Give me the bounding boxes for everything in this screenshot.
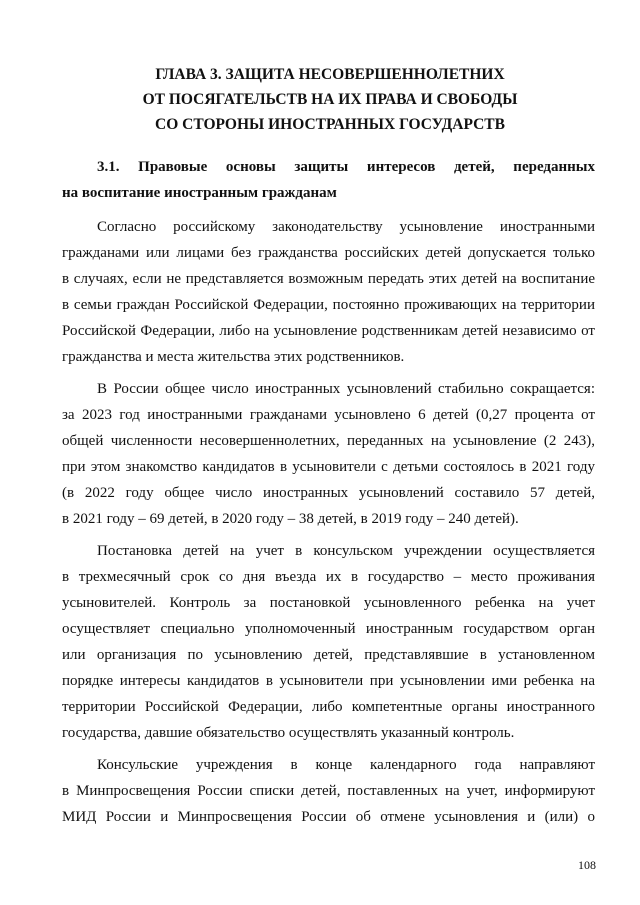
paragraph-line: в Минпросвещения России списки детей, поставленных на учет, информируют	[62, 783, 595, 799]
paragraph-line: гражданства и места жительства этих родственников.	[62, 349, 405, 365]
paragraph-line: (в 2022 году общее число иностранных усыновлений составило 57 детей,	[62, 485, 595, 501]
paragraph-line: усыновителей. Контроль за постановкой усыновленного ребенка на учет	[62, 595, 595, 611]
paragraph-line: государства, давшие обязательство осуществлять указанный контроль.	[62, 725, 515, 741]
paragraph-line: порядке интересы кандидатов в усыновители при усыновлении ими ребенка на	[62, 673, 595, 689]
section-title-line: на воспитание иностранным гражданам	[62, 185, 337, 201]
paragraph-line: В России общее число иностранных усыновлений стабильно сокращается:	[97, 381, 595, 397]
paragraph-line: при этом знакомство кандидатов в усыновители с детьми состоялось в 2021 году	[62, 459, 595, 475]
paragraph-line: за 2023 год иностранными гражданами усыновлено 6 детей (0,27 процента от	[62, 407, 595, 423]
paragraph-line: или организация по усыновлению детей, представлявшие в установленном	[62, 647, 595, 663]
paragraph-line: территории Российской Федерации, либо компетентные органы иностранного	[62, 699, 595, 715]
paragraph-line: Постановка детей на учет в консульском учреждении осуществляется	[97, 543, 595, 559]
chapter-title-line: ГЛАВА 3. ЗАЩИТА НЕСОВЕРШЕННОЛЕТНИХ	[155, 66, 505, 83]
paragraph-line: МИД России и Минпросвещения России об отмене усыновления и (или) о	[62, 809, 595, 825]
paragraph-line: Российской Федерации, либо на усыновление родственникам детей независимо от	[62, 323, 595, 339]
paragraph-line: осуществляет специально уполномоченный иностранным государством орган	[62, 621, 595, 637]
paragraph-line: в трехмесячный срок со дня въезда их в государство – место проживания	[62, 569, 595, 585]
paragraph-line: Консульские учреждения в конце календарного года направляют	[97, 757, 595, 773]
paragraph-line: общей численности несовершеннолетних, переданных на усыновление (2 243),	[62, 433, 595, 449]
chapter-title-line: СО СТОРОНЫ ИНОСТРАННЫХ ГОСУДАРСТВ	[155, 116, 505, 133]
chapter-title-line: ОТ ПОСЯГАТЕЛЬСТВ НА ИХ ПРАВА И СВОБОДЫ	[142, 91, 518, 108]
paragraph-line: гражданами или лицами без гражданства российских детей допускается только	[62, 245, 595, 261]
paragraph-line: в 2021 году – 69 детей, в 2020 году – 38 детей, в 2019 году – 240 детей).	[62, 511, 519, 527]
section-title-line: 3.1. Правовые основы защиты интересов детей, переданных	[97, 159, 595, 175]
paragraph-line: в случаях, если не представляется возможным передать этих детей на воспитание	[62, 271, 595, 287]
paragraph-line: в семьи граждан Российской Федерации, постоянно проживающих на территории	[62, 297, 595, 313]
paragraph-line: Согласно российскому законодательству усыновление иностранными	[97, 219, 595, 235]
page-number: 108	[578, 858, 596, 872]
chapter-title	[60, 62, 600, 137]
